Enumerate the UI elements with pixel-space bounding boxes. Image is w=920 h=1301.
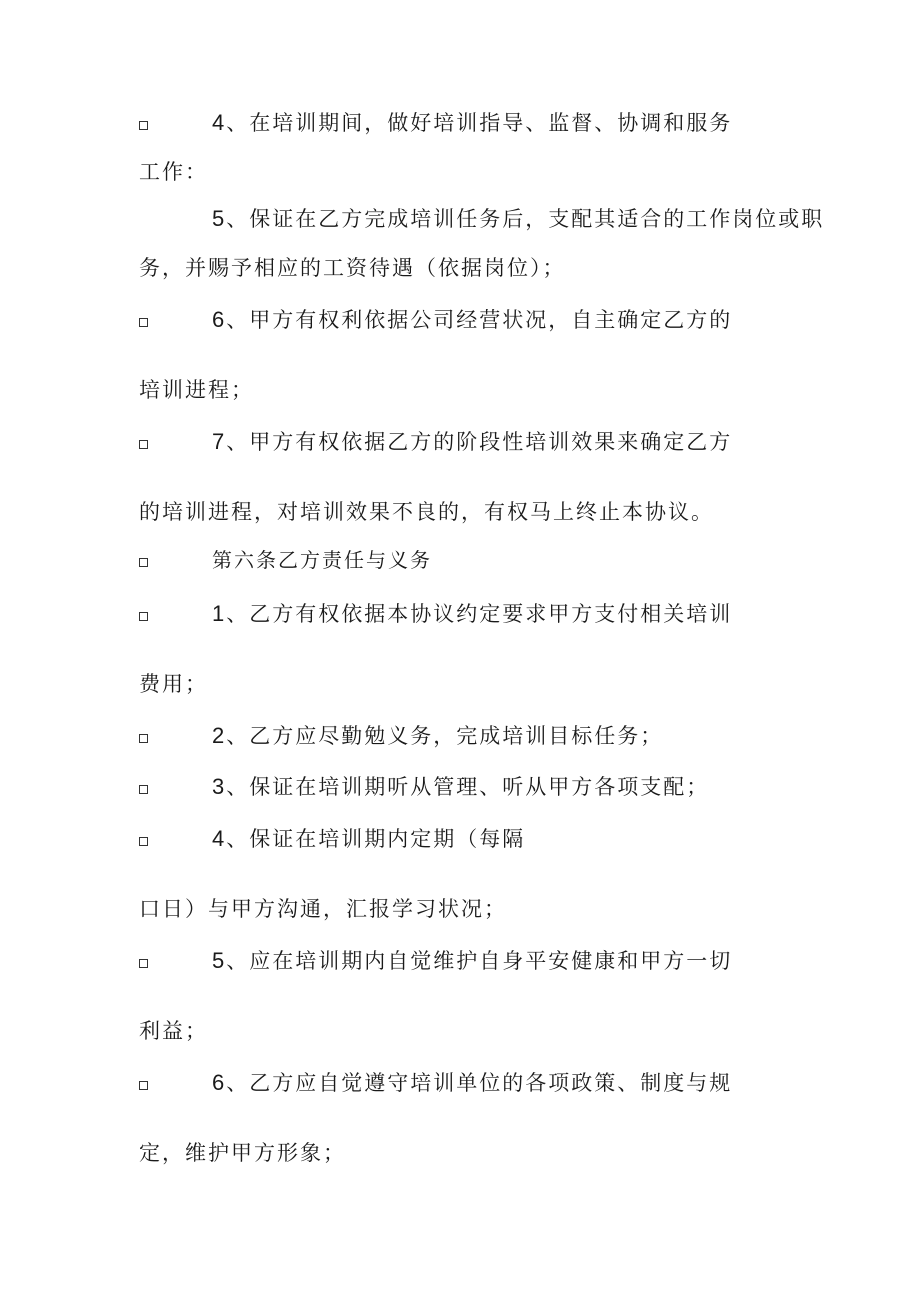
checkbox-marker: [139, 318, 148, 327]
checkbox-marker: [139, 612, 148, 621]
clause-number: 4: [212, 110, 225, 135]
clause-number: 5: [212, 948, 225, 973]
checkbox-marker: [139, 558, 148, 567]
clause-item: [212, 773, 709, 801]
checkbox-marker: [139, 959, 148, 968]
clause-item: [212, 205, 824, 233]
clause-continuation: 的培训进程，对培训效果不良的，有权马上终止本协议。: [139, 500, 714, 524]
clause-item: [212, 306, 732, 334]
clause-number: 4: [212, 826, 225, 851]
clause-text: 、乙方应自觉遵守培训单位的各项政策、制度与规: [226, 1071, 733, 1095]
clause-text: 、甲方有权利依据公司经营状况，自主确定乙方的: [226, 308, 733, 332]
clause-number: 6: [212, 1070, 225, 1095]
clause-text: 、在培训期间，做好培训指导、监督、协调和服务: [226, 111, 733, 135]
clause-continuation: 口日）与甲方沟通，汇报学习状况；: [139, 897, 507, 921]
clause-text: 、保证在乙方完成培训任务后，支配其适合的工作岗位或职: [226, 207, 825, 231]
clause-text: 、乙方应尽勤勉义务，完成培训目标任务；: [226, 724, 664, 748]
clause-text: 、保证在培训期内定期（每隔: [226, 827, 526, 851]
section-heading: 第六条乙方责任与义务: [212, 548, 432, 572]
clause-item: [212, 109, 732, 137]
checkbox-marker: [139, 1081, 148, 1090]
clause-continuation: 务，并赐予相应的工资待遇（依据岗位）；: [139, 256, 566, 280]
clause-continuation: 培训进程；: [139, 378, 254, 402]
clause-text: 、保证在培训期听从管理、听从甲方各项支配；: [226, 775, 710, 799]
clause-continuation: 利益；: [139, 1019, 208, 1043]
clause-item: [212, 1069, 732, 1097]
clause-number: 6: [212, 307, 225, 332]
clause-number: 1: [212, 601, 225, 626]
clause-item: [212, 428, 732, 456]
clause-text: 、乙方有权依据本协议约定要求甲方支付相关培训: [226, 602, 733, 626]
checkbox-marker: [139, 837, 148, 846]
clause-continuation: 费用；: [139, 672, 208, 696]
clause-number: 2: [212, 723, 225, 748]
clause-continuation: 工作：: [139, 160, 208, 184]
clause-text: 、甲方有权依据乙方的阶段性培训效果来确定乙方: [226, 430, 733, 454]
clause-item: [212, 600, 732, 628]
clause-item: [212, 722, 663, 750]
checkbox-marker: [139, 121, 148, 130]
checkbox-marker: [139, 785, 148, 794]
clause-number: 7: [212, 429, 225, 454]
checkbox-marker: [139, 440, 148, 449]
clause-text: 、应在培训期内自觉维护自身平安健康和甲方一切: [226, 949, 733, 973]
clause-item: [212, 947, 732, 975]
clause-number: 5: [212, 206, 225, 231]
checkbox-marker: [139, 734, 148, 743]
clause-item: [212, 825, 525, 853]
clause-continuation: 定，维护甲方形象；: [139, 1141, 346, 1165]
clause-number: 3: [212, 774, 225, 799]
